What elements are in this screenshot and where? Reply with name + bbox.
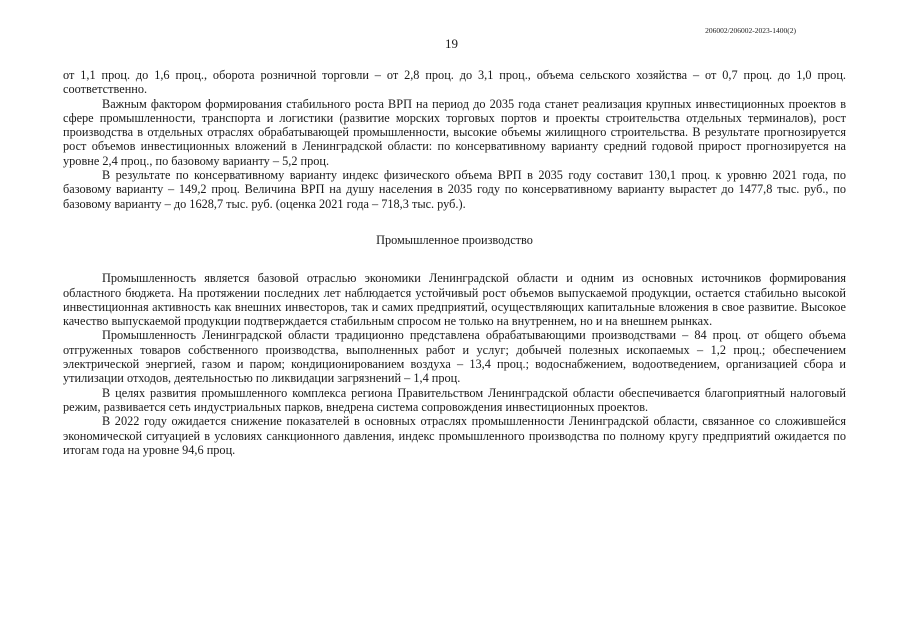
document-body	[63, 68, 846, 457]
section-title: Промышленное производство	[376, 232, 533, 247]
document-id: 206002/206002-2023-1400(2)	[705, 26, 796, 35]
paragraph: Промышленность является базовой отраслью экономики Ленинградской области и одним из основных источников формирования областного бюджета. На протяжении последних лет наблюдается устойчивый рост объемов выпускаемой продукции, остается стабильно высокой инвестиционная активность как внешних инвесторов, так и самих предприятий, осуществляющих капитальные вложения в свое развитие. Высокое качество выпускаемой продукции подтверждается стабильным спросом не только на внутреннем, но и на внешнем рынках.	[63, 271, 846, 329]
paragraph: В результате по консервативному варианту индекс физического объема ВРП в 2035 году составит 130,1 проц. к уровню 2021 года, по базовому варианту – 149,2 проц. Величина ВРП на душу населения в 2035 году по консервативному варианту вырастет до 1477,8 тыс. руб., по базовому варианту – до 1628,7 тыс. руб. (оценка 2021 года – 718,3 тыс. руб.).	[63, 168, 846, 211]
paragraph: В 2022 году ожидается снижение показателей в основных отраслях промышленности Ленинградской области, связанное со сложившейся экономической ситуацией в условиях санкционного давления, индекс промышленного производства по полному кругу предприятий ожидается по итогам года на уровне 94,6 проц.	[63, 414, 846, 457]
paragraph: Важным фактором формирования стабильного роста ВРП на период до 2035 года станет реализация крупных инвестиционных проектов в сфере промышленности, транспорта и логистики (развитие морских торговых портов и проекты строительства отдельных терминалов), рост производства в отдельных отраслях обрабатывающей промышленности, высокие объемы жилищного строительства. В результате прогнозируется рост объемов инвестиционных вложений в Ленинградской области: по консервативному варианту средний годовой прирост прогнозируется на уровне 2,4 проц., по базовому варианту – 5,2 проц.	[63, 96, 846, 168]
paragraph: В целях развития промышленного комплекса региона Правительством Ленинградской области обеспечивается благоприятный налоговый режим, развивается сеть индустриальных парков, внедрена система сопровождения инвестиционных проектов.	[63, 385, 846, 414]
paragraph: Промышленность Ленинградской области традиционно представлена обрабатывающими производствами – 84 проц. от общего объема отгруженных товаров собственного производства, выполненных работ и услуг; добычей полезных ископаемых – 1,2 проц.; обеспечением электрической энергией, газом и паром; кондиционированием воздуха – 13,4 проц.; водоснабжением, водоотведением, организацией сбора и утилизации отходов, деятельностью по ликвидации загрязнений – 1,4 проц.	[63, 328, 846, 386]
page-number: 19	[445, 36, 458, 51]
paragraph-continued: от 1,1 проц. до 1,6 проц., оборота розничной торговли – от 2,8 проц. до 3,1 проц., объема сельского хозяйства – от 0,7 проц. до 1,0 проц. соответственно.	[63, 68, 846, 97]
